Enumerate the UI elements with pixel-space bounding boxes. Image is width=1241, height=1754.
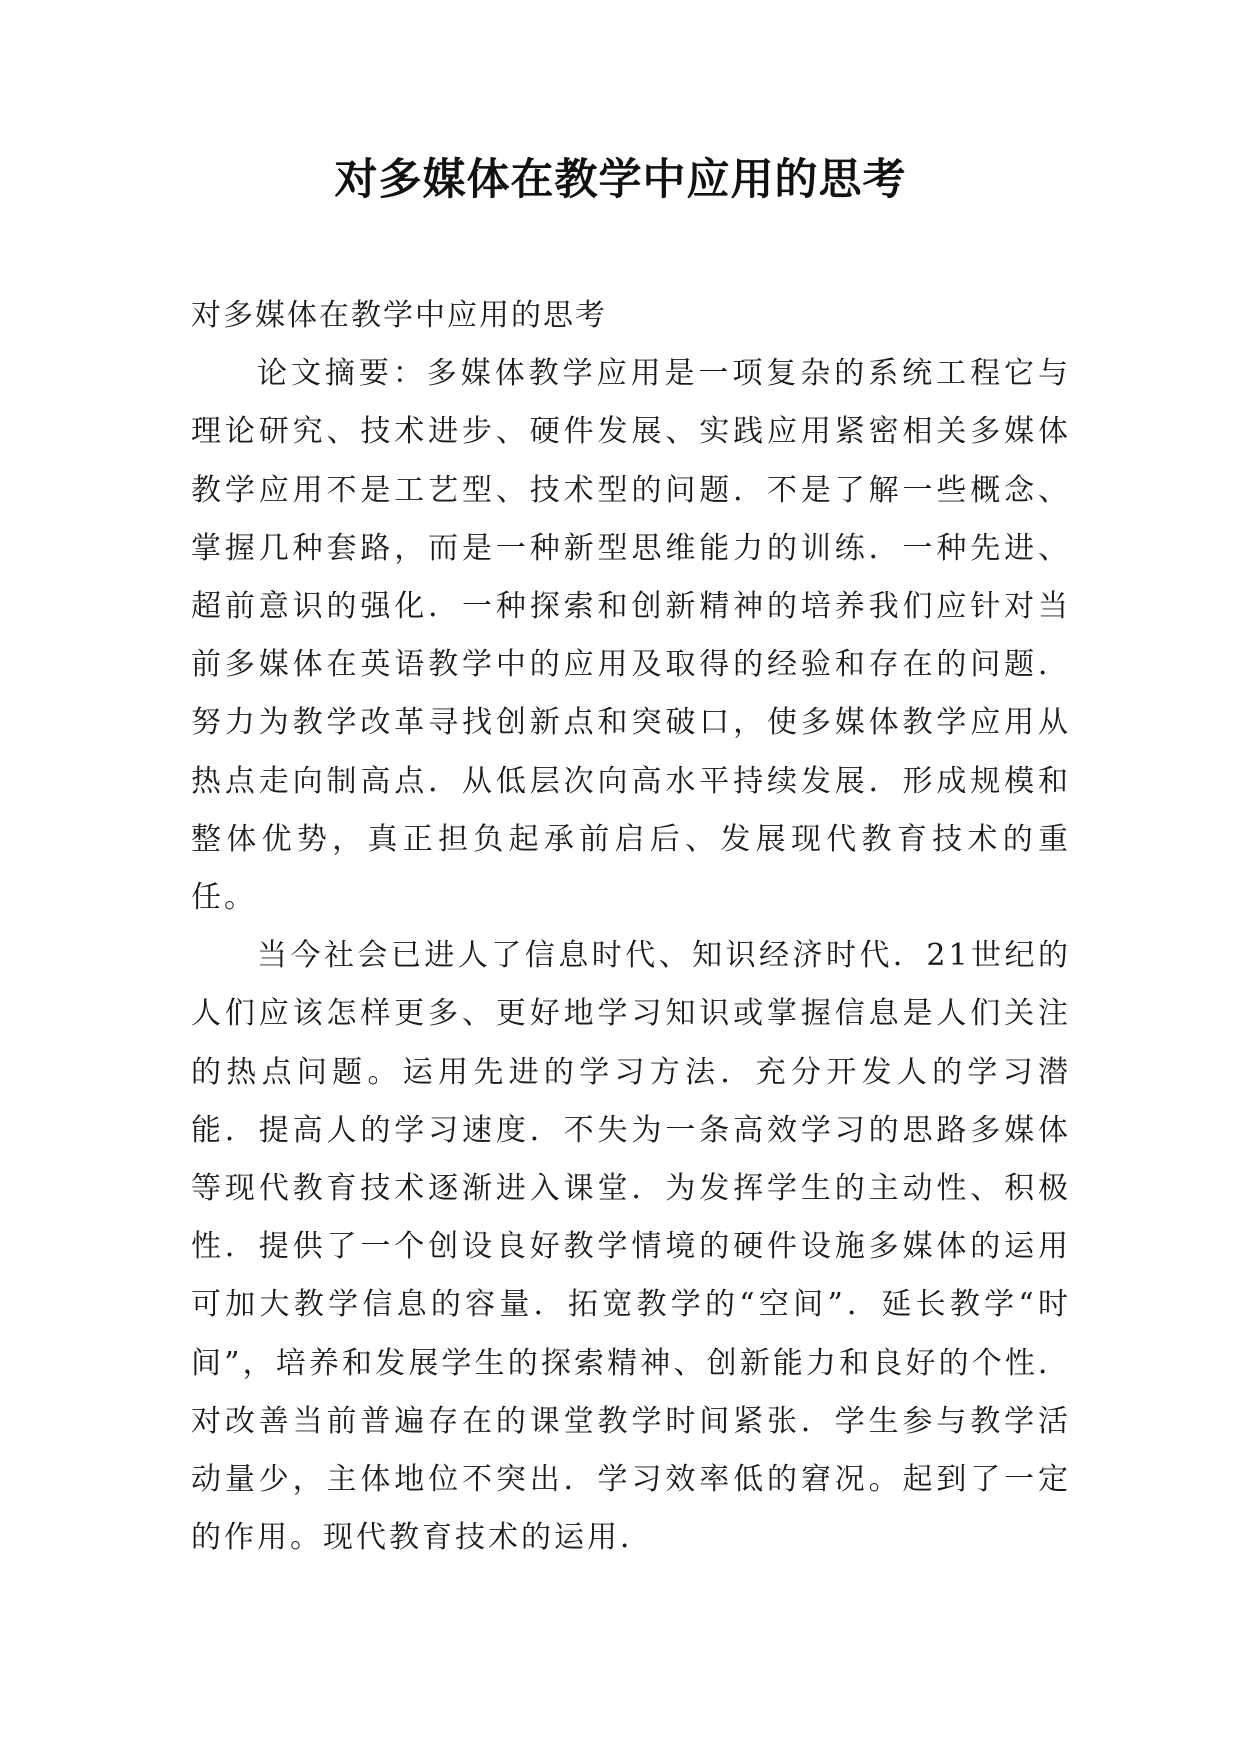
body-paragraph: 当今社会已进人了信息时代、知识经济时代．21世纪的人们应该怎样更多、更好地学习知识或掌握信息是人们关注的热点问题。运用先进的学习方法．充分开发人的学习潜能．提高人的学习速度．不失为一条高效学习的思路多媒体等现代教育技术逐渐进入课堂．为发挥学生的主动性、积极性．提供了一个创设良好教学情境的硬件设施多媒体的运用可加大教学信息的容量．拓宽教学的“空间”．延长教学“时间”，培养和发展学生的探索精神、创新能力和良好的个性．对改善当前普遍存在的课堂教学时间紧张．学生参与教学活动量少，主体地位不突出．学习效率低的窘况。起到了一定的作用。现代教育技术的运用．: [191, 938, 1071, 1556]
document-title: 对多媒体在教学中应用的思考: [334, 155, 907, 205]
abstract-paragraph: 论文摘要：多媒体教学应用是一项复杂的系统工程它与理论研究、技术进步、硬件发展、实践应用紧密相关多媒体教学应用不是工艺型、技术型的问题．不是了解一些概念、掌握几种套路，而是一种新型思维能力的训练．一种先进、超前意识的强化．一种探索和创新精神的培养我们应针对当前多媒体在英语教学中的应用及取得的经验和存在的问题．努力为教学改革寻找创新点和突破口，使多媒体教学应用从热点走向制高点．从低层次向高水平持续发展．形成规模和整体优势，真正担负起承前启后、发展现代教育技术的重任。: [191, 356, 1071, 916]
document-body: [191, 287, 1071, 1567]
document-subtitle: 对多媒体在教学中应用的思考: [191, 298, 607, 333]
